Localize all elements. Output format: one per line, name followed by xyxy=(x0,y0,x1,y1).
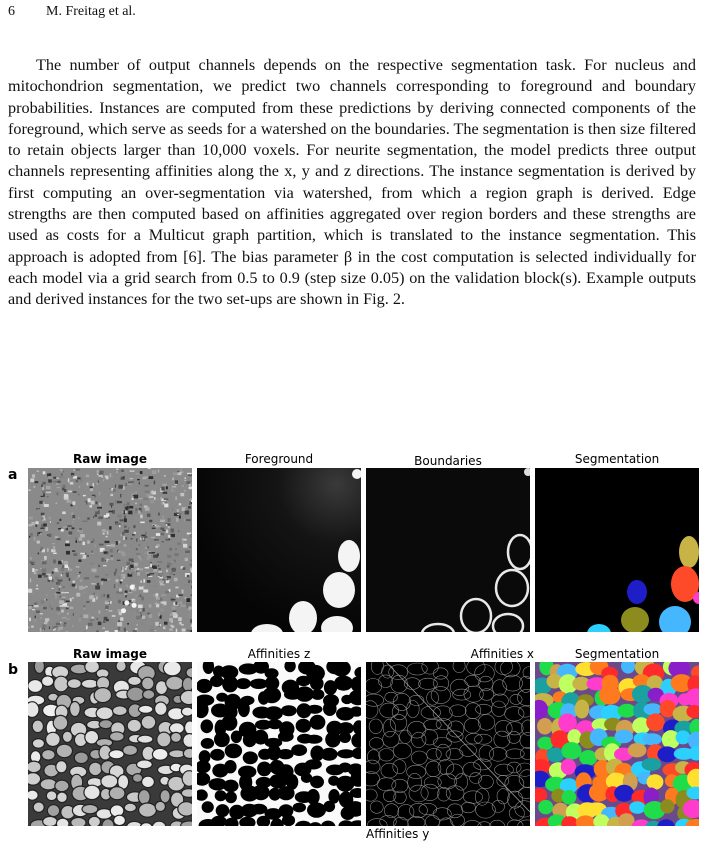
page-header xyxy=(8,4,697,24)
label-a-segmentation: Segmentation xyxy=(574,452,660,466)
label-b-affinities-z: Affinities z xyxy=(247,647,311,661)
image-a-raw xyxy=(28,468,192,632)
figure-2 xyxy=(0,452,705,848)
running-head: M. Freitag et al. xyxy=(46,4,136,19)
panel-label-a: a xyxy=(8,467,18,483)
image-a-boundaries xyxy=(366,468,530,632)
body-paragraph: The number of output channels depends on the respective segmentation task. For nucleus and mitochondrion segmentation, we predict two channels corresponding to foreground and boundary probabilities. Instances are computed from these predictions by deriving connected components of the foreground, which serve as seeds for a watershed on the boundaries. The segmentation is then size filtered to retain objects larger than 10,000 voxels. For neurite segmentation, the model predicts three output channels representing affinities along the x, y and z directions. The instance segmentation is derived by first computing an over-segmentation via watershed, from which a region graph is derived. Edge strengths are then computed based on affinities aggregated over region borders and these strengths are used as costs for a Multicut graph partition, which is translated to the instance segmentation. This approach is adopted from [6]. The bias parameter β in the cost computation is selected individually for each model via a grid search from 0.5 to 0.9 (step size 0.05) on the validation block(s). Example outputs and derived instances for the two set-ups are shown in Fig. 2. xyxy=(8,56,696,309)
page-number: 6 xyxy=(8,4,15,19)
label-a-raw: Raw image xyxy=(72,452,148,466)
label-b-raw: Raw image xyxy=(72,647,148,661)
label-a-foreground: Foreground xyxy=(244,452,314,466)
image-b-affinities-x xyxy=(366,662,530,826)
image-a-segmentation xyxy=(535,468,699,632)
image-b-segmentation xyxy=(535,662,699,826)
label-b-segmentation: Segmentation xyxy=(574,647,660,661)
panel-label-b: b xyxy=(8,662,19,678)
image-b-raw xyxy=(28,662,192,826)
label-b-affinities-x: Affinities x xyxy=(470,647,534,661)
image-b-affinities-z xyxy=(197,662,361,826)
image-a-foreground xyxy=(197,468,361,632)
label-a-boundaries: Boundaries xyxy=(414,454,482,468)
label-b-affinities-y: Affinities y xyxy=(366,827,430,841)
